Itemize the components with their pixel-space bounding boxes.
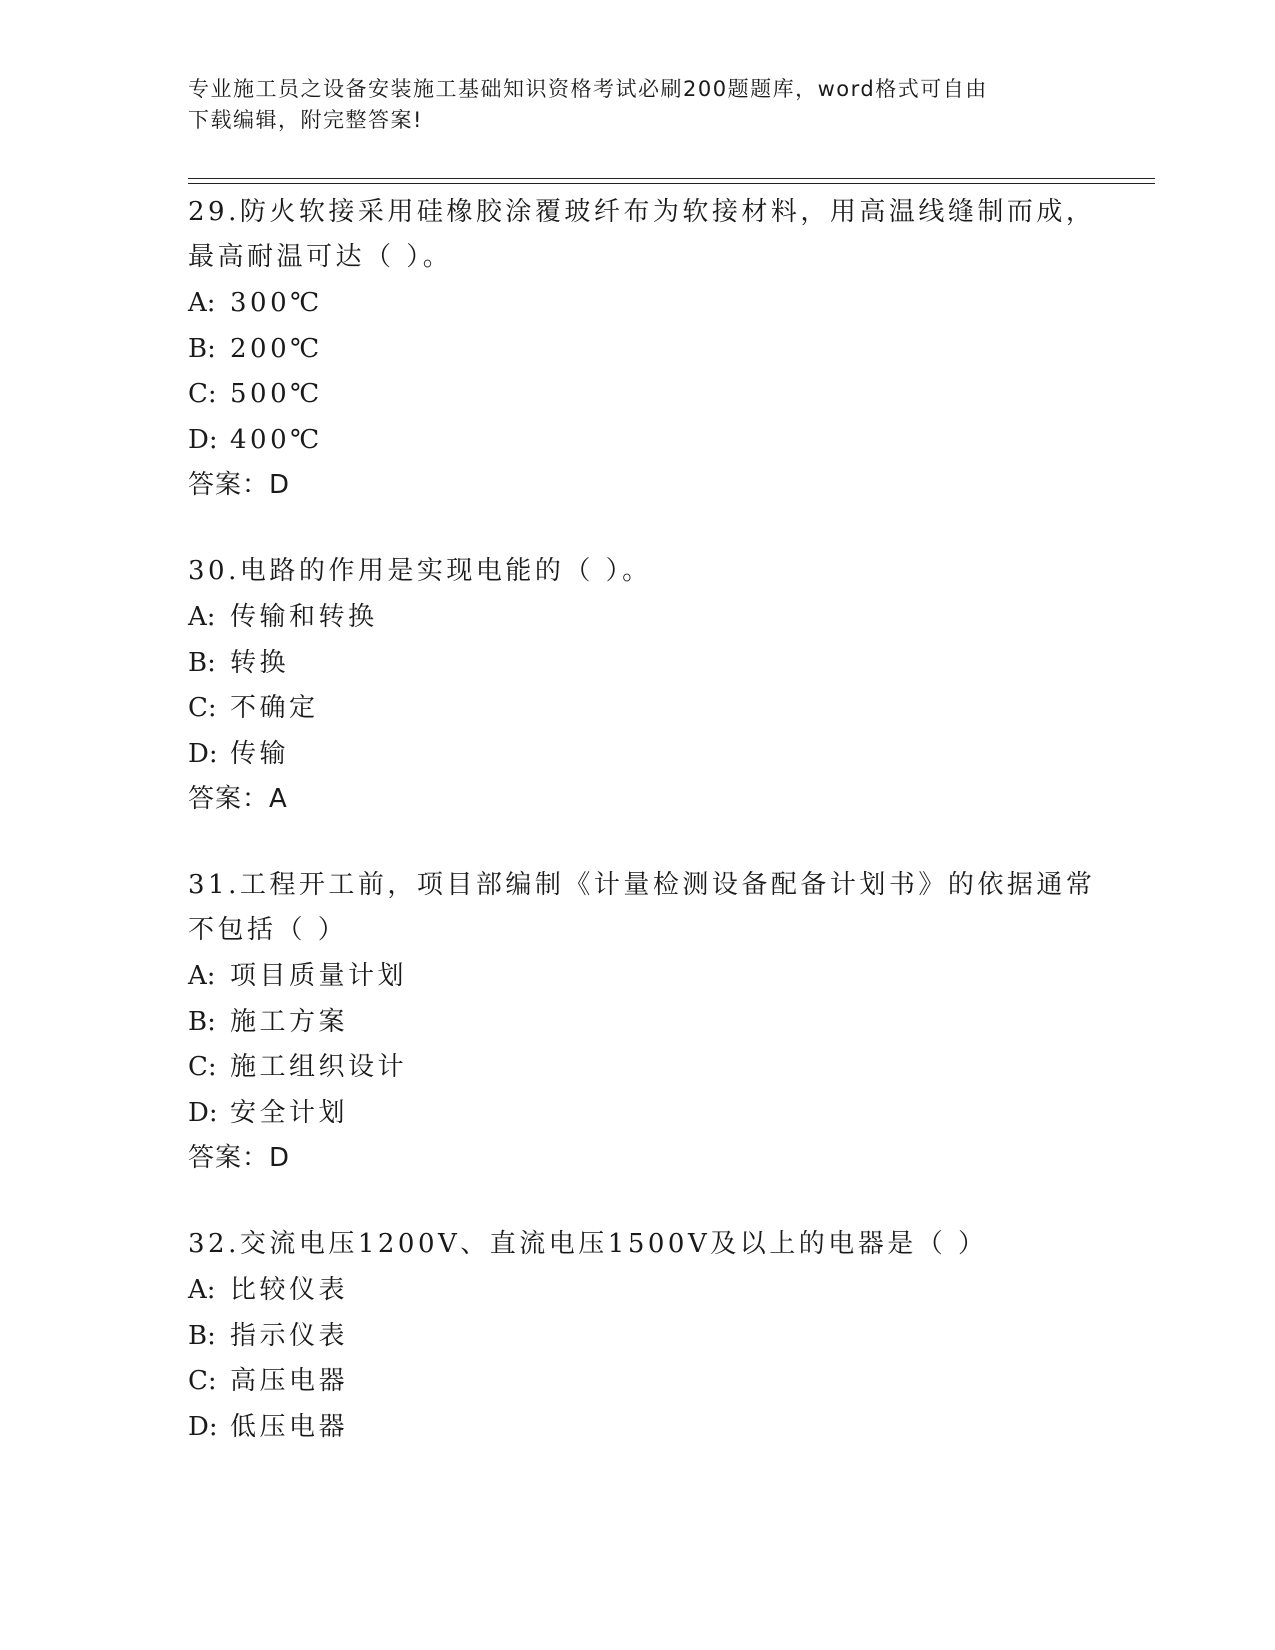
option-text: 比较仪表 <box>230 1275 349 1305</box>
option-label: C: <box>188 1052 217 1082</box>
option-text: 安全计划 <box>230 1097 349 1128</box>
option-text: 200℃ <box>230 333 323 364</box>
question-list <box>188 190 1108 1492</box>
header-rule-bottom <box>188 183 1155 184</box>
option-c <box>188 686 1108 732</box>
option-label: C: <box>188 693 217 723</box>
question-stem <box>188 1222 1108 1267</box>
option-d <box>188 418 1108 464</box>
option-text: 施工方案 <box>230 1006 349 1037</box>
option-label: A: <box>188 961 216 991</box>
header-line-2: 下载编辑，附完整答案! <box>188 108 423 132</box>
question-30 <box>188 549 1108 821</box>
header-line-1: 专业施工员之设备安装施工基础知识资格考试必刷200题题库，word格式可自由 <box>188 77 988 101</box>
stem-line: 29.防火软接采用硅橡胶涂覆玻纤布为软接材料，用高温线缝制而成， <box>188 197 1096 227</box>
stem-line: 30.电路的作用是实现电能的（ ）。 <box>188 556 652 586</box>
option-label: D: <box>188 424 218 455</box>
stem-line: 32.交流电压1200V、直流电压1500V及以上的电器是（ ） <box>188 1229 988 1259</box>
option-text: 传输和转换 <box>230 602 378 632</box>
answer-line: 答案：A <box>188 784 288 814</box>
stem-line: 31.工程开工前，项目部编制《计量检测设备配备计划书》的依据通常 <box>188 870 1096 900</box>
option-label: B: <box>188 1006 216 1037</box>
question-stem <box>188 863 1108 953</box>
option-d <box>188 732 1108 778</box>
option-d <box>188 1091 1108 1137</box>
option-c <box>188 372 1108 418</box>
option-c <box>188 1045 1108 1091</box>
option-label: D: <box>188 1097 218 1128</box>
option-label: D: <box>188 1411 218 1442</box>
option-c <box>188 1359 1108 1405</box>
option-label: C: <box>188 379 217 409</box>
option-text: 指示仪表 <box>230 1320 349 1351</box>
option-text: 项目质量计划 <box>230 961 408 991</box>
option-label: B: <box>188 1320 216 1351</box>
question-32 <box>188 1222 1108 1450</box>
option-text: 400℃ <box>230 424 323 455</box>
option-a <box>188 1268 1108 1314</box>
answer-line: 答案：D <box>188 470 291 500</box>
option-d <box>188 1405 1108 1451</box>
option-b <box>188 327 1108 373</box>
option-text: 300℃ <box>230 288 323 318</box>
option-label: B: <box>188 647 216 678</box>
question-31 <box>188 863 1108 1180</box>
option-b <box>188 641 1108 687</box>
option-a <box>188 281 1108 327</box>
option-a <box>188 595 1108 641</box>
option-label: D: <box>188 738 218 769</box>
question-stem <box>188 190 1108 280</box>
question-stem <box>188 549 1108 594</box>
option-a <box>188 954 1108 1000</box>
option-b <box>188 1000 1108 1046</box>
answer-line: 答案：D <box>188 1143 291 1173</box>
question-29 <box>188 190 1108 507</box>
option-label: C: <box>188 1366 217 1396</box>
option-label: A: <box>188 602 216 632</box>
option-text: 施工组织设计 <box>230 1052 408 1082</box>
stem-line: 最高耐温可达（ ）。 <box>188 242 453 272</box>
option-text: 高压电器 <box>230 1366 349 1396</box>
header-rule-top <box>188 178 1155 179</box>
option-text: 转换 <box>230 647 290 678</box>
option-label: A: <box>188 288 216 318</box>
option-label: A: <box>188 1275 216 1305</box>
option-label: B: <box>188 333 216 364</box>
document-header <box>188 74 1088 136</box>
stem-line: 不包括（ ） <box>188 915 348 945</box>
option-text: 低压电器 <box>230 1411 349 1442</box>
option-text: 传输 <box>230 738 290 769</box>
option-b <box>188 1314 1108 1360</box>
option-text: 不确定 <box>230 693 319 723</box>
option-text: 500℃ <box>230 379 323 409</box>
